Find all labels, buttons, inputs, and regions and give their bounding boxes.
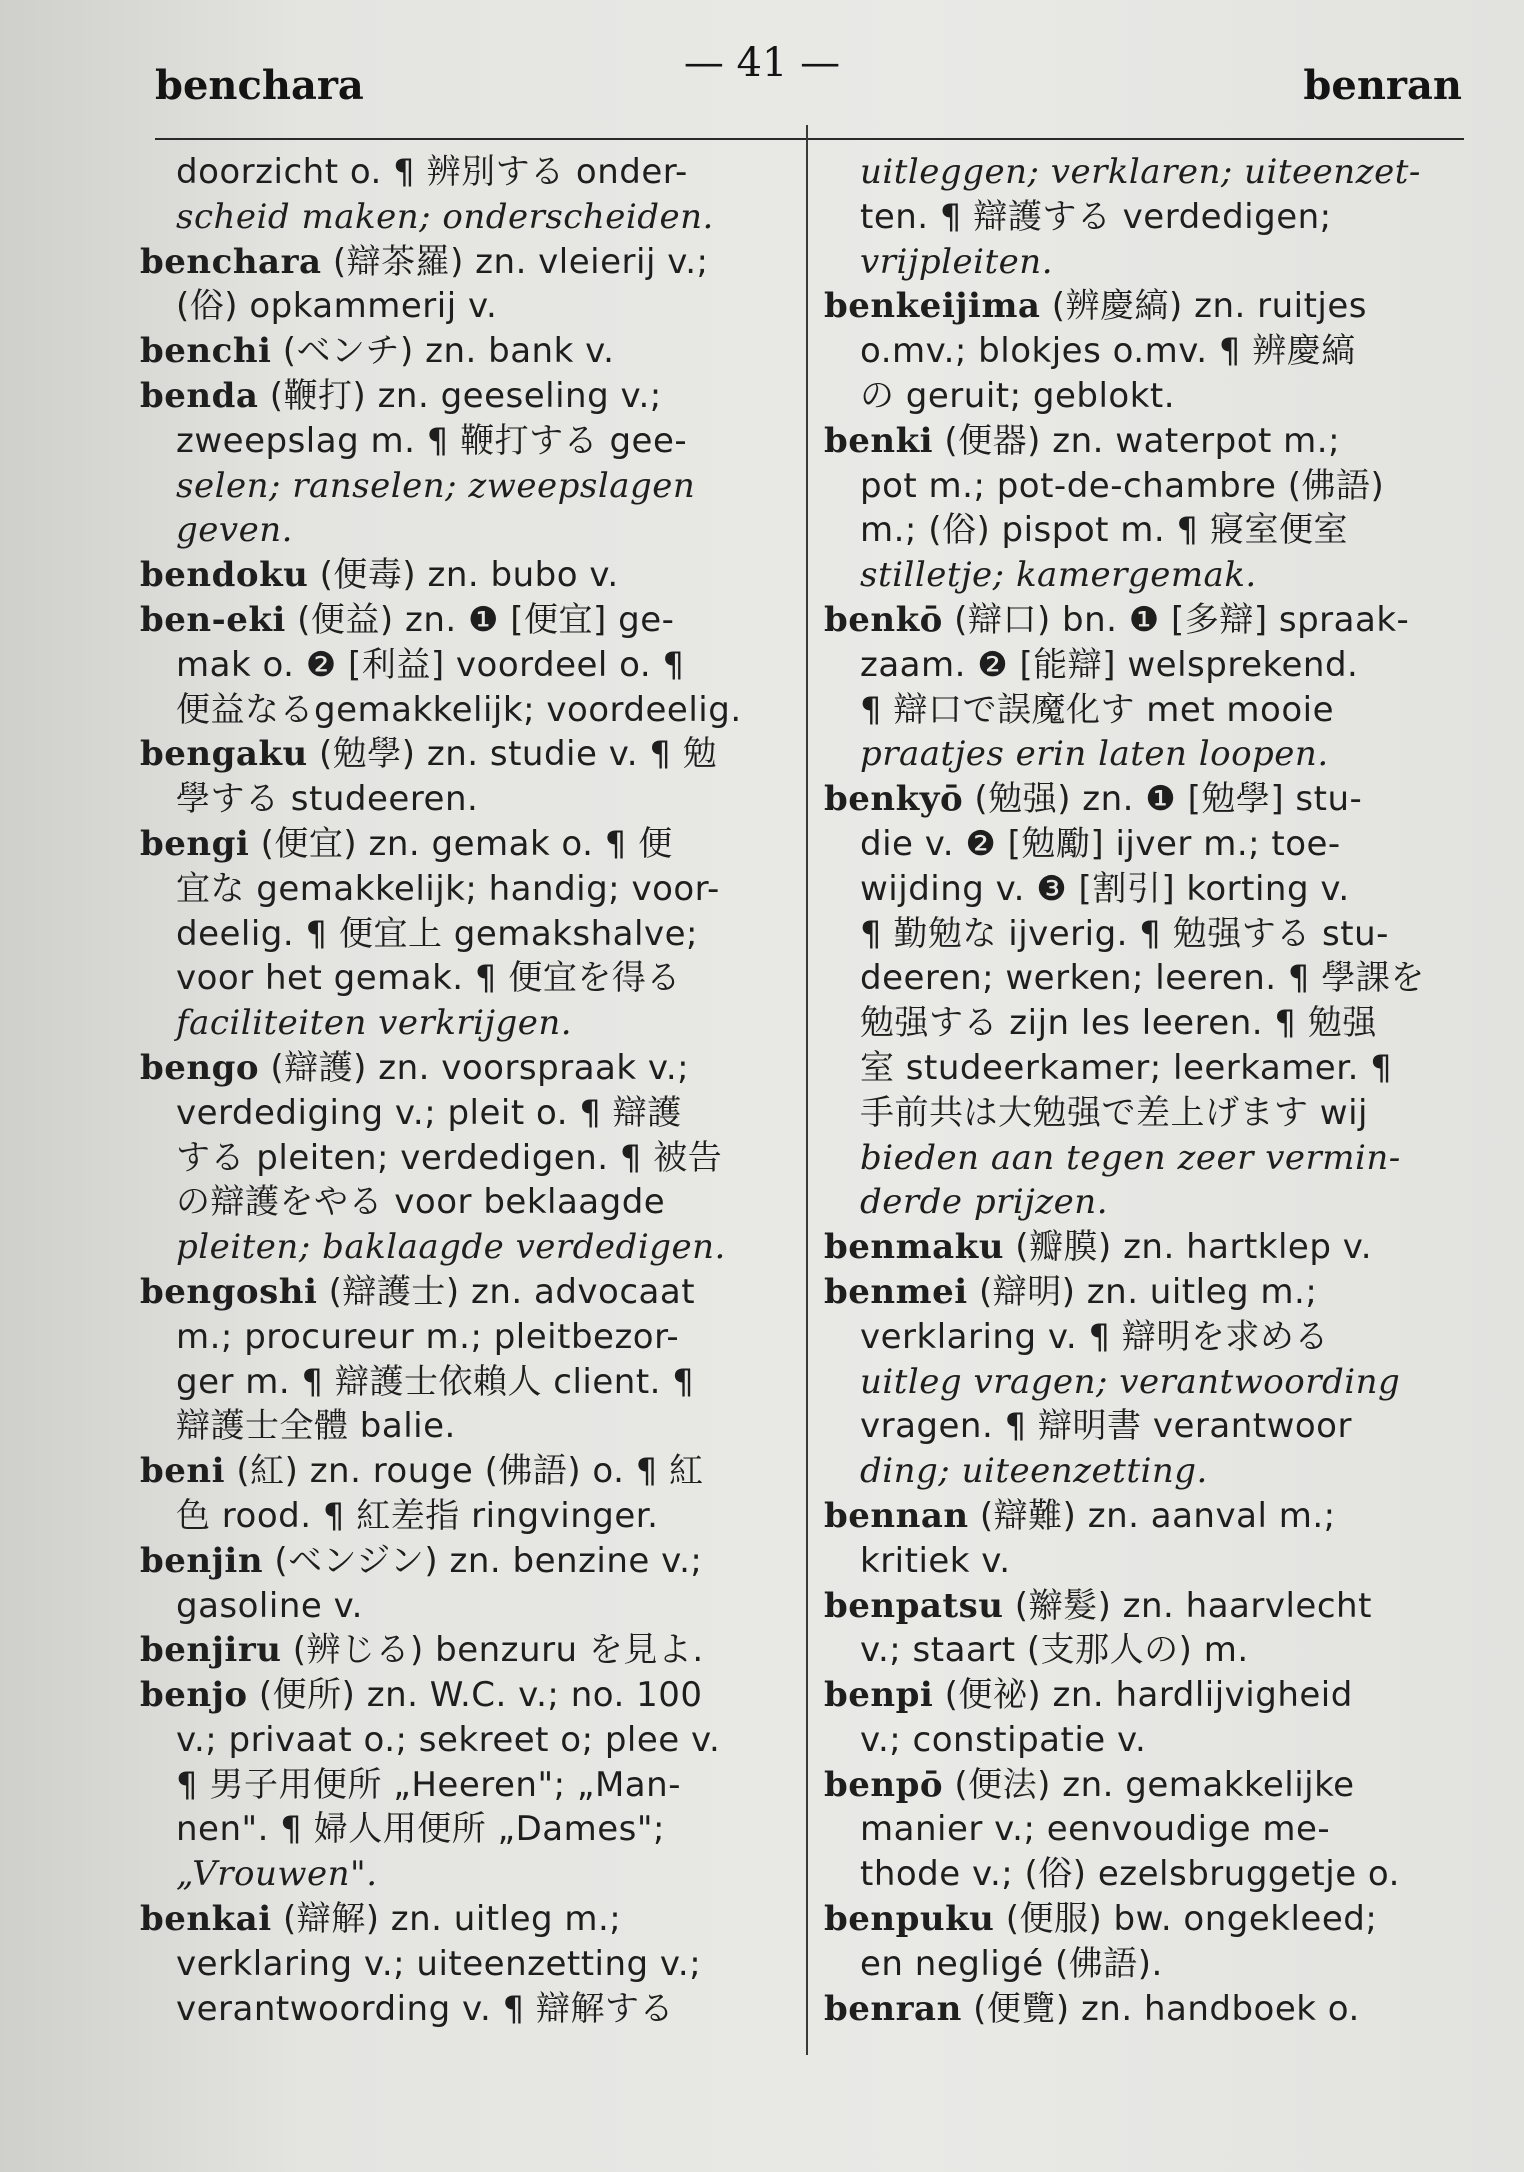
headword: benran — [824, 1988, 962, 2029]
dictionary-entry — [140, 1449, 780, 1494]
dictionary-entry — [140, 1673, 780, 1718]
entry-text: (便法) zn. gemakkelijke — [943, 1764, 1355, 1805]
left-column — [140, 150, 780, 2031]
entry-text: (辯解) zn. uitleg m.; — [271, 1899, 622, 1940]
entry-continuation-line — [824, 150, 1469, 195]
dictionary-entry — [824, 1584, 1469, 1629]
entry-text: m.; procureur m.; pleitbezor- — [176, 1316, 680, 1357]
entry-continuation-line — [140, 419, 780, 464]
entry-continuation-line — [824, 732, 1469, 777]
entry-text: wijding v. ❸ [割引] korting v. — [860, 868, 1350, 909]
entry-continuation-line — [140, 1360, 780, 1405]
entry-text: mak o. ❷ [利益] voordeel o. ¶ — [176, 644, 685, 685]
entry-text: (辯口) bn. ❶ [多辯] spraak- — [942, 599, 1410, 640]
headword: benkai — [140, 1899, 272, 1940]
left-guide-word: benchara — [155, 62, 364, 109]
entry-continuation-line — [824, 1001, 1469, 1046]
dictionary-entry — [140, 240, 780, 285]
entry-text: bieden aan tegen zeer vermin- — [860, 1137, 1401, 1178]
entry-text: en negligé (佛語). — [860, 1943, 1163, 1984]
entry-text: v.; privaat o.; sekreet o; plee v. — [176, 1719, 721, 1760]
entry-continuation-line — [824, 1046, 1469, 1091]
dictionary-entry — [824, 1897, 1469, 1942]
entry-text: (辯茶羅) zn. vleierij v.; — [321, 241, 709, 282]
entry-text: die v. ❷ [勉勵] ijver m.; toe- — [860, 823, 1341, 864]
dictionary-entry — [824, 777, 1469, 822]
entry-text: verklaring v. ¶ 辯明を求める — [860, 1316, 1329, 1357]
entry-continuation-line — [824, 1360, 1469, 1405]
entry-text: (辮髮) zn. haarvlecht — [1003, 1585, 1372, 1626]
entry-continuation-line — [140, 867, 780, 912]
right-column — [824, 150, 1469, 2031]
entry-continuation-line — [140, 1001, 780, 1046]
entry-continuation-line — [824, 912, 1469, 957]
headword: benmei — [824, 1271, 968, 1312]
right-guide-word: benran — [1303, 62, 1462, 109]
entry-continuation-line — [824, 329, 1469, 374]
headword: benmaku — [824, 1227, 1004, 1268]
entry-text: pot m.; pot-de-chambre (佛語) — [860, 465, 1385, 506]
headword: ben-eki — [140, 599, 286, 640]
entry-continuation-line — [140, 1225, 780, 1270]
entry-continuation-line — [824, 643, 1469, 688]
entry-continuation-line — [140, 150, 780, 195]
headword: benda — [140, 375, 259, 416]
entry-text: (ベンチ) zn. bank v. — [271, 331, 615, 372]
entry-text: 辯護士全體 balie. — [176, 1406, 456, 1447]
entry-text: の辯護をやる voor beklaagde — [176, 1182, 666, 1223]
entry-text: kritiek v. — [860, 1540, 1011, 1581]
entry-continuation-line — [140, 1763, 780, 1808]
entry-continuation-line — [824, 1628, 1469, 1673]
headword: bennan — [824, 1495, 969, 1536]
headword: benjin — [140, 1540, 264, 1581]
entry-text: zaam. ❷ [能辯] welsprekend. — [860, 644, 1359, 685]
entry-continuation-line — [140, 1852, 780, 1897]
headword: benkō — [824, 599, 943, 640]
entry-text: (辯護士) zn. advocaat — [317, 1271, 696, 1312]
entry-continuation-line — [140, 1584, 780, 1629]
entry-continuation-line — [140, 643, 780, 688]
entry-text: (便器) zn. waterpot m.; — [933, 420, 1341, 461]
entry-continuation-line — [140, 1136, 780, 1181]
entry-text: 勉强する zijn les leeren. ¶ 勉强 — [860, 1003, 1377, 1044]
entry-continuation-line — [140, 1807, 780, 1852]
entry-text: gasoline v. — [176, 1585, 363, 1626]
entry-text: ¶ 男子用便所 „Heeren"; „Man- — [176, 1764, 681, 1805]
dictionary-entry — [140, 598, 780, 643]
entry-continuation-line — [824, 1404, 1469, 1449]
entry-text: (辯護) zn. voorspraak v.; — [259, 1047, 690, 1088]
dictionary-entry — [824, 598, 1469, 643]
headword: benpi — [824, 1675, 934, 1716]
entry-continuation-line — [140, 688, 780, 733]
entry-text: verantwoording v. ¶ 辯解する — [176, 1988, 675, 2029]
entry-text: (俗) opkammerij v. — [176, 286, 498, 327]
entry-text: nen". ¶ 婦人用便所 „Dames"; — [176, 1809, 665, 1850]
entry-text: ¶ 辯口で誤魔化す met mooie — [860, 689, 1335, 730]
dictionary-entry — [140, 732, 780, 777]
headword: benkyō — [824, 779, 964, 820]
entry-text: geven. — [176, 510, 293, 551]
entry-continuation-line — [824, 1539, 1469, 1584]
headword: bengaku — [140, 734, 308, 775]
entry-continuation-line — [824, 240, 1469, 285]
entry-text: v.; constipatie v. — [860, 1719, 1147, 1760]
entry-text: uitleg vragen; verantwoording — [860, 1361, 1401, 1402]
entry-continuation-line — [824, 553, 1469, 598]
entry-text: 室 studeerkamer; leerkamer. ¶ — [860, 1047, 1393, 1088]
entry-text: (鞭打) zn. geeseling v.; — [258, 375, 662, 416]
entry-continuation-line — [140, 777, 780, 822]
entry-text: ten. ¶ 辯護する verdedigen; — [860, 196, 1332, 237]
entry-continuation-line — [140, 1404, 780, 1449]
dictionary-entry — [824, 419, 1469, 464]
entry-continuation-line — [824, 1718, 1469, 1763]
entry-continuation-line — [824, 374, 1469, 419]
entry-text: (ベンジン) zn. benzine v.; — [263, 1540, 703, 1581]
entry-continuation-line — [824, 1807, 1469, 1852]
headword: benchara — [140, 241, 322, 282]
entry-text: ding; uiteenzetting. — [860, 1451, 1208, 1492]
entry-text: deeren; werken; leeren. ¶ 學課を — [860, 958, 1425, 999]
entry-text: verdediging v.; pleit o. ¶ 辯護 — [176, 1092, 682, 1133]
entry-continuation-line — [824, 822, 1469, 867]
entry-text: uitleggen; verklaren; uiteenzet- — [860, 152, 1421, 192]
dictionary-entry — [140, 1628, 780, 1673]
headword: bendoku — [140, 555, 309, 596]
entry-continuation-line — [140, 912, 780, 957]
entry-continuation-line — [824, 1852, 1469, 1897]
dictionary-entry — [824, 1270, 1469, 1315]
entry-text: (便益) zn. ❶ [便宜] ge- — [285, 599, 675, 640]
entry-continuation-line — [140, 1091, 780, 1136]
entry-text: 學する studeeren. — [176, 779, 479, 820]
entry-text: 宜な gemakkelijk; handig; voor- — [176, 868, 720, 909]
entry-text: する pleiten; verdedigen. ¶ 被告 — [176, 1137, 723, 1178]
entry-continuation-line — [824, 956, 1469, 1001]
entry-continuation-line — [824, 1449, 1469, 1494]
entry-continuation-line — [140, 508, 780, 553]
entry-continuation-line — [824, 1315, 1469, 1360]
entry-text: (瓣膜) zn. hartklep v. — [1003, 1227, 1373, 1268]
entry-continuation-line — [824, 1136, 1469, 1181]
entry-continuation-line — [140, 1180, 780, 1225]
dictionary-entry — [140, 329, 780, 374]
header-rule — [155, 138, 1464, 140]
entry-text: (便服) bw. ongekleed; — [994, 1899, 1378, 1940]
entry-continuation-line — [824, 195, 1469, 240]
headword: benchi — [140, 331, 272, 372]
dictionary-entry — [824, 1225, 1469, 1270]
entry-text: o.mv.; blokjes o.mv. ¶ 辨慶縞 — [860, 331, 1356, 372]
dictionary-entry — [824, 1987, 1469, 2032]
entry-text: の geruit; geblokt. — [860, 375, 1176, 416]
entry-text: deelig. ¶ 便宜上 gemakshalve; — [176, 913, 698, 954]
dictionary-entry — [824, 1494, 1469, 1539]
entry-text: praatjes erin laten loopen. — [860, 734, 1329, 775]
headword: benpuku — [824, 1899, 995, 1940]
entry-text: (辨じる) benzuru を見よ. — [281, 1630, 704, 1671]
headword: benjiru — [140, 1630, 282, 1671]
entry-continuation-line — [140, 1987, 780, 2032]
entry-text: verklaring v.; uiteenzetting v.; — [176, 1943, 702, 1984]
entry-text: (便覽) zn. handboek o. — [961, 1988, 1360, 2029]
entry-continuation-line — [140, 284, 780, 329]
entry-text: pleiten; baklaagde verdedigen. — [176, 1227, 726, 1268]
entry-text: derde prijzen. — [860, 1182, 1109, 1223]
entry-text: manier v.; eenvoudige me- — [860, 1809, 1331, 1850]
entry-text: voor het gemak. ¶ 便宜を得る — [176, 958, 681, 999]
entry-continuation-line — [824, 1180, 1469, 1225]
headword: benki — [824, 420, 934, 461]
entry-text: scheid maken; onderscheiden. — [176, 196, 714, 237]
entry-text: m.; (俗) pispot m. ¶ 寢室便室 — [860, 510, 1348, 551]
entry-text: (便所) zn. W.C. v.; no. 100 — [247, 1675, 703, 1716]
dictionary-entry — [140, 1270, 780, 1315]
headword: bengo — [140, 1047, 260, 1088]
dictionary-entry — [140, 374, 780, 419]
entry-text: 手前共は大勉强で差上げます wij — [860, 1092, 1369, 1133]
entry-text: (辨慶縞) zn. ruitjes — [1040, 286, 1368, 327]
column-divider — [806, 125, 808, 2055]
entry-text: zweepslag m. ¶ 鞭打する gee- — [176, 420, 688, 461]
entry-continuation-line — [140, 464, 780, 509]
entry-text: 便益なるgemakkelijk; voordeelig. — [176, 689, 742, 730]
entry-text: (便宜) zn. gemak o. ¶ 便 — [249, 823, 673, 864]
page-number: — 41 — — [683, 40, 841, 86]
entry-text: vragen. ¶ 辯明書 verantwoor — [860, 1406, 1352, 1447]
entry-text: (勉學) zn. studie v. ¶ 勉 — [307, 734, 718, 775]
entry-text: ger m. ¶ 辯護士依賴人 client. ¶ — [176, 1361, 695, 1402]
headword: benjo — [140, 1675, 248, 1716]
dictionary-entry — [140, 822, 780, 867]
entry-text: v.; staart (支那人の) m. — [860, 1630, 1249, 1671]
entry-continuation-line — [140, 195, 780, 240]
entry-text: (辯明) zn. uitleg m.; — [967, 1271, 1318, 1312]
entry-continuation-line — [140, 1718, 780, 1763]
entry-continuation-line — [140, 956, 780, 1001]
entry-text: (勉强) zn. ❶ [勉學] stu- — [963, 779, 1363, 820]
entry-continuation-line — [140, 1942, 780, 1987]
entry-text: vrijpleiten. — [860, 241, 1053, 282]
entry-text: doorzicht o. ¶ 辨別する onder- — [176, 152, 688, 192]
headword: benpatsu — [824, 1585, 1004, 1626]
headword: bengi — [140, 823, 250, 864]
entry-continuation-line — [140, 1315, 780, 1360]
entry-text: (便毒) zn. bubo v. — [308, 555, 619, 596]
entry-text: selen; ranselen; zweepslagen — [176, 465, 696, 506]
entry-continuation-line — [824, 1091, 1469, 1136]
dictionary-entry — [140, 1539, 780, 1584]
entry-continuation-line — [824, 1942, 1469, 1987]
entry-text: (紅) zn. rouge (佛語) o. ¶ 紅 — [225, 1451, 704, 1492]
headword: bengoshi — [140, 1271, 318, 1312]
dictionary-entry — [140, 1046, 780, 1091]
entry-text: 色 rood. ¶ 紅差指 ringvinger. — [176, 1495, 659, 1536]
headword: beni — [140, 1451, 226, 1492]
dictionary-entry — [824, 1763, 1469, 1808]
headword: benpō — [824, 1764, 944, 1805]
entry-text: (辯難) zn. aanval m.; — [968, 1495, 1336, 1536]
dictionary-entry — [824, 1673, 1469, 1718]
entry-text: faciliteiten verkrijgen. — [176, 1003, 573, 1044]
entry-text: (便祕) zn. hardlijvigheid — [933, 1675, 1353, 1716]
dictionary-entry — [140, 1897, 780, 1942]
entry-text: stilletje; kamergemak. — [860, 555, 1257, 596]
entry-continuation-line — [824, 688, 1469, 733]
entry-continuation-line — [140, 1494, 780, 1539]
dictionary-entry — [140, 553, 780, 598]
dictionary-entry — [824, 284, 1469, 329]
entry-text: ¶ 勤勉な ijverig. ¶ 勉强する stu- — [860, 913, 1389, 954]
entry-continuation-line — [824, 508, 1469, 553]
entry-text: thode v.; (俗) ezelsbruggetje o. — [860, 1854, 1400, 1895]
headword: benkeijima — [824, 286, 1041, 327]
entry-continuation-line — [824, 867, 1469, 912]
entry-text: „Vrouwen". — [176, 1854, 378, 1895]
entry-continuation-line — [824, 464, 1469, 509]
